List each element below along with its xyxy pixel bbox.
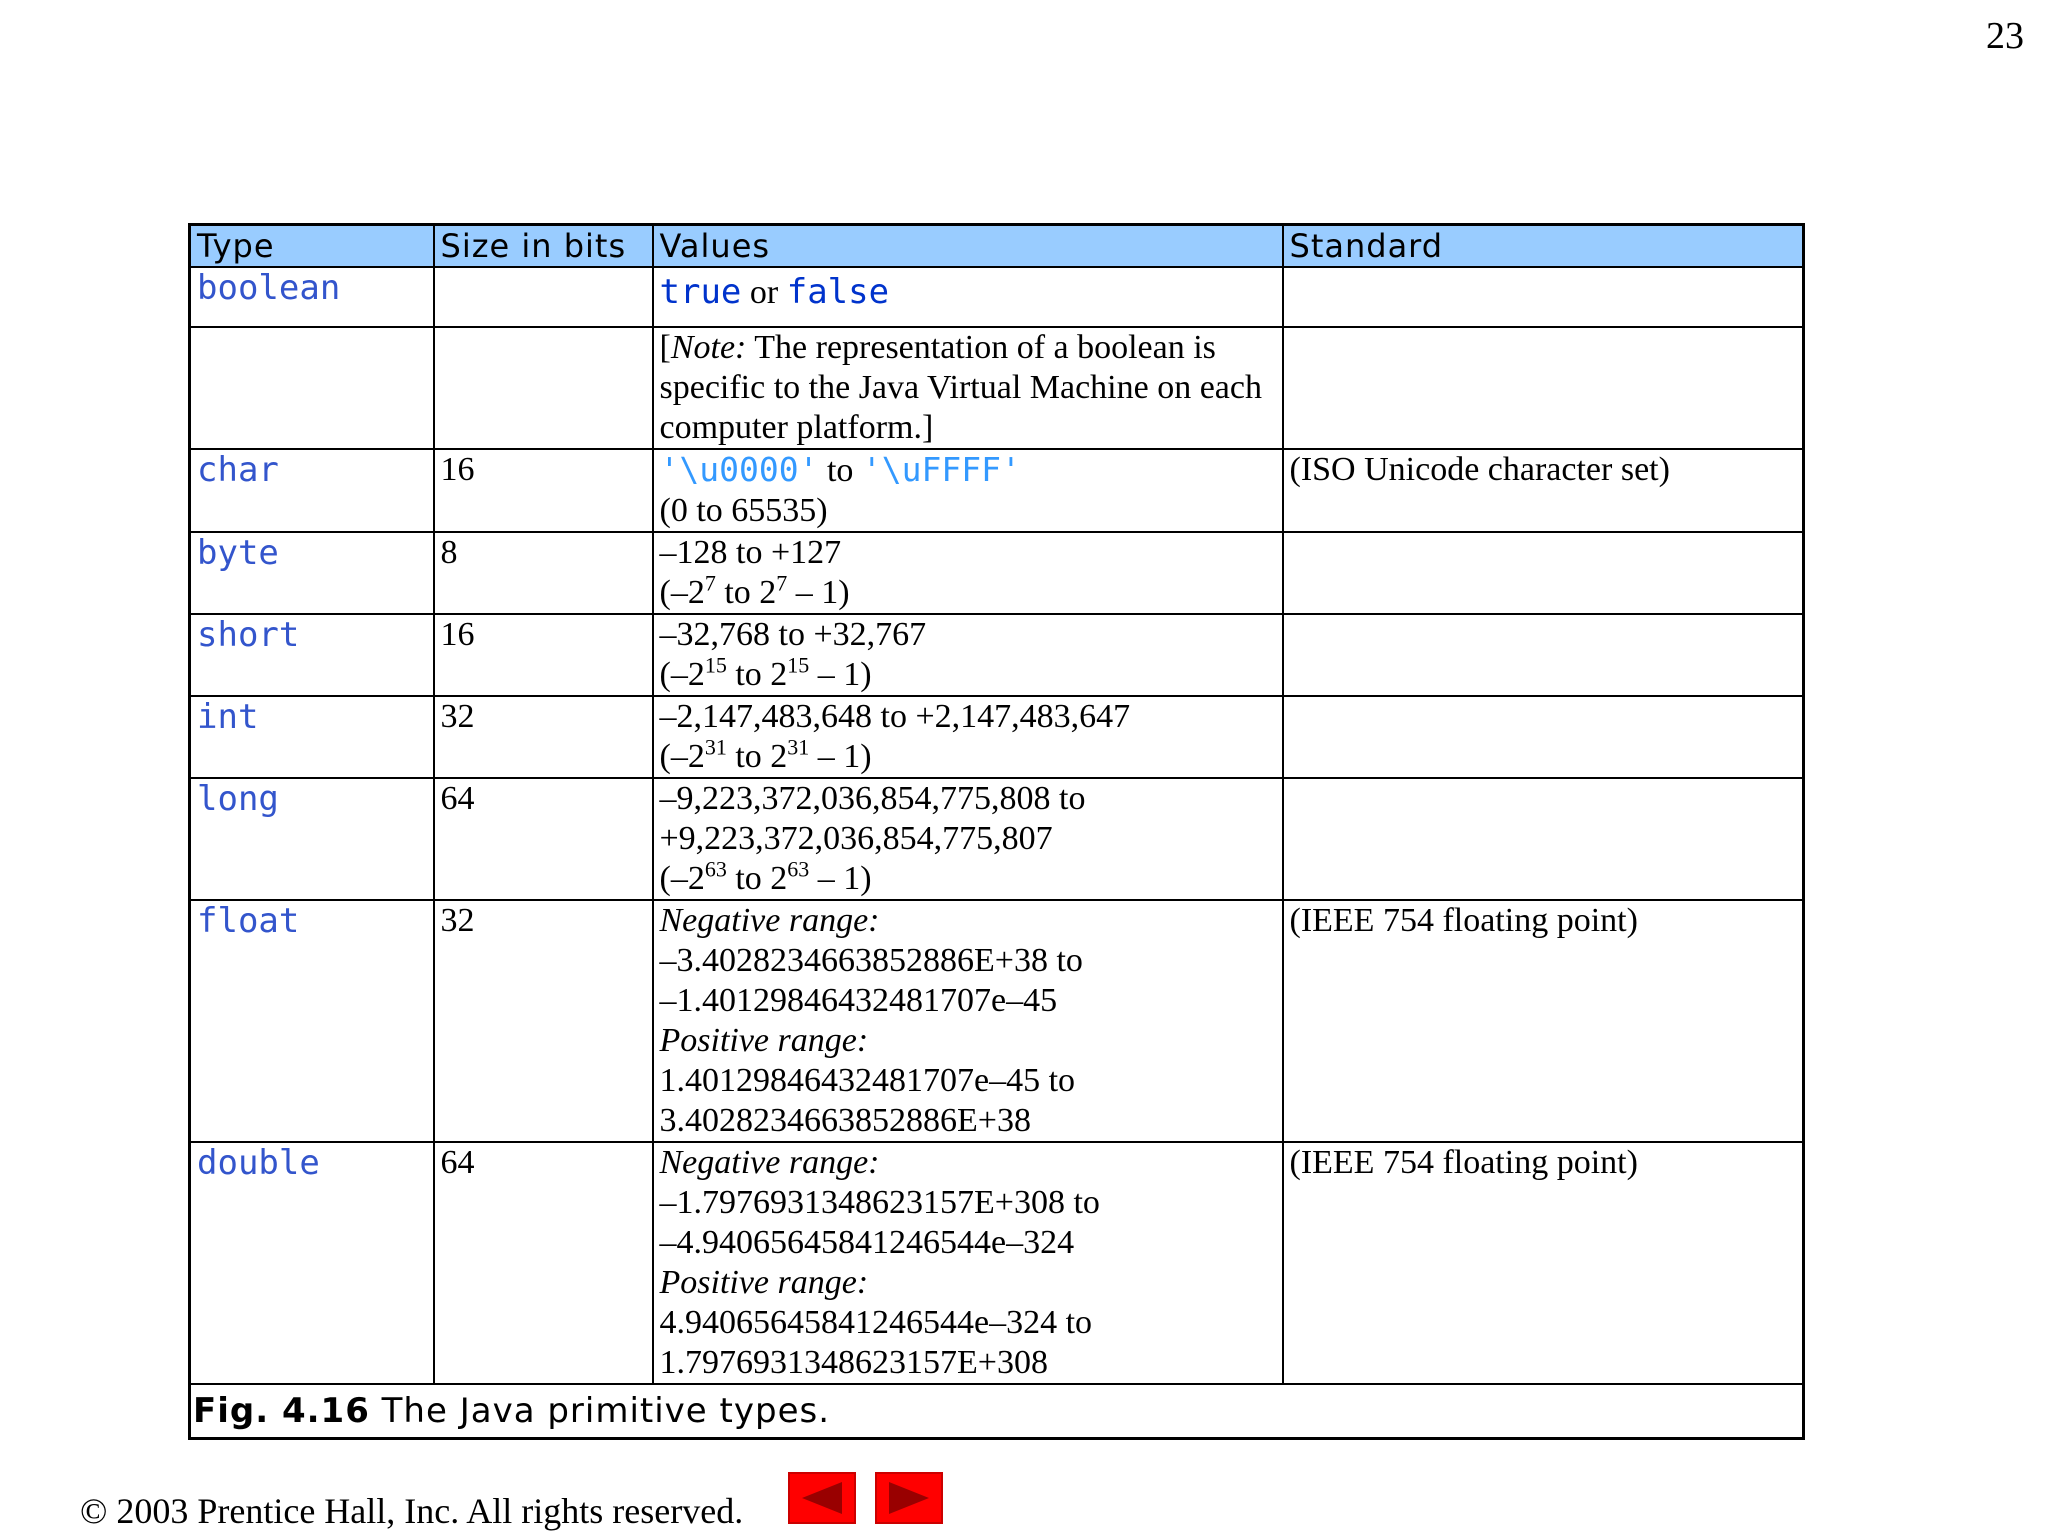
note-label: Note: [670,329,747,366]
right-triangle-icon [887,1480,931,1516]
values-cell: '\u0000' to '\uFFFF' (0 to 65535) [653,449,1283,532]
type-cell: short [190,614,434,696]
primitive-types-table [188,223,1805,1440]
standard-cell [1283,532,1804,614]
type-cell: long [190,778,434,900]
table-row-byte [190,532,1804,614]
value-true: true [659,272,742,312]
size-cell: 32 [434,900,653,1142]
table-row-note [190,327,1804,449]
size-cell: 16 [434,614,653,696]
size-cell: 32 [434,696,653,778]
values-cell: Negative range: –1.7976931348623157E+308 to –4.94065645841246544e–324 Positive range: 4.94065645841246544e–324 to 1.7976931348623157E+308 [653,1142,1283,1384]
size-cell [434,267,653,327]
size-cell: 16 [434,449,653,532]
values-cell: –32,768 to +32,767 ($-2^{15}$ to $2^{15} - 1$) [653,614,1283,696]
char-max: '\uFFFF' [861,450,1021,489]
header-values: Values [653,225,1283,268]
type-cell: int [190,696,434,778]
standard-cell [1283,267,1804,327]
type-cell: byte [190,532,434,614]
size-cell: 8 [434,532,653,614]
table-row-char [190,449,1804,532]
values-cell: –128 to +127 ($-2^7$ to $2^7 - 1$) [653,532,1283,614]
figure-caption [190,1384,1804,1439]
type-cell: double [190,1142,434,1384]
type-cell [190,327,434,449]
standard-cell: (ISO Unicode character set) [1283,449,1804,532]
type-cell: char [190,449,434,532]
table-caption-row [190,1384,1804,1439]
standard-cell [1283,614,1804,696]
note-cell: [Note: The representation of a boolean is specific to the Java Virtual Machine on each computer platform.] [653,327,1283,449]
standard-cell [1283,327,1804,449]
table-row-double [190,1142,1804,1384]
values-cell: –9,223,372,036,854,775,808 to +9,223,372,036,854,775,807 ($-2^{63}$ to $2^{63} - 1$) [653,778,1283,900]
table-row-float [190,900,1804,1142]
next-slide-button[interactable] [875,1472,943,1524]
table-row-boolean [190,267,1804,327]
standard-cell [1283,696,1804,778]
table-header-row [190,225,1804,268]
table-row-int [190,696,1804,778]
header-type: Type [190,225,434,268]
size-cell [434,327,653,449]
table-row-long [190,778,1804,900]
table-row-short [190,614,1804,696]
values-cell: –2,147,483,648 to +2,147,483,647 ($-2^{31}$ to $2^{31} - 1$) [653,696,1283,778]
values-cell: Negative range: –3.4028234663852886E+38 to –1.40129846432481707e–45 Positive range: 1.40129846432481707e–45 to 3.4028234663852886E+38 [653,900,1283,1142]
figure-title: The Java primitive types. [369,1391,831,1431]
values-cell [653,267,1283,327]
type-cell: float [190,900,434,1142]
header-standard: Standard [1283,225,1804,268]
copyright-footer: © 2003 Prentice Hall, Inc. All rights reserved. [80,1491,744,1531]
size-cell: 64 [434,778,653,900]
left-triangle-icon [800,1480,844,1516]
figure-label: Fig. 4.16 [193,1391,370,1431]
size-cell: 64 [434,1142,653,1384]
value-false: false [786,272,890,312]
standard-cell: (IEEE 754 floating point) [1283,900,1804,1142]
char-min: '\u0000' [659,450,819,489]
standard-cell [1283,778,1804,900]
page-number: 23 [1986,15,2024,57]
header-size: Size in bits [434,225,653,268]
value-or: or [741,274,787,311]
type-cell: boolean [190,267,434,327]
previous-slide-button[interactable] [788,1472,856,1524]
note-text: The representation of a boolean is specific to the Java Virtual Machine on each computer platform.] [659,329,1262,446]
standard-cell: (IEEE 754 floating point) [1283,1142,1804,1384]
